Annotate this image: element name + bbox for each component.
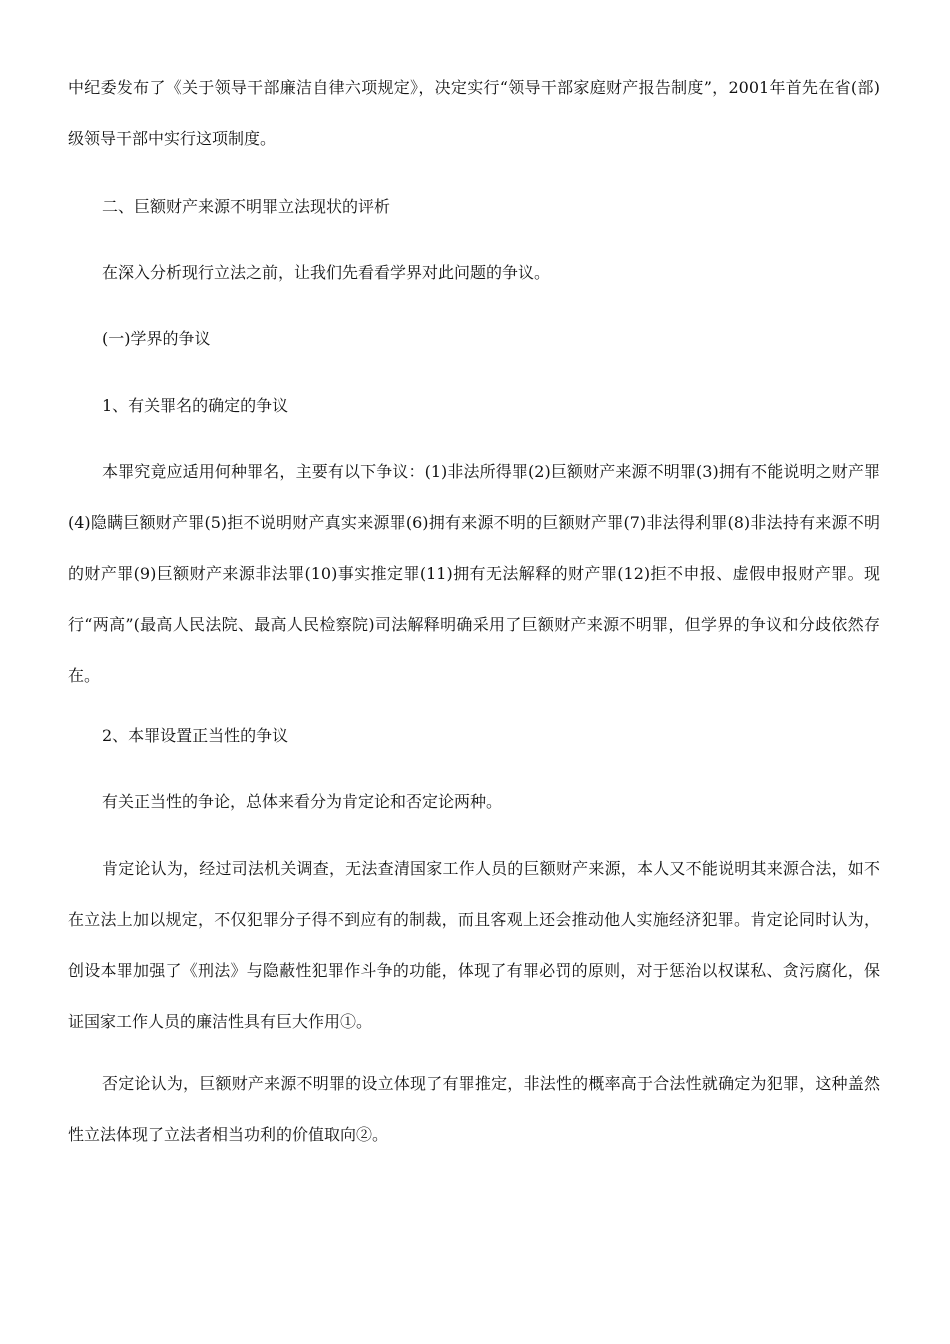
- paragraph-legitimacy: 有关正当性的争论，总体来看分为肯定论和否定论两种。: [102, 792, 503, 811]
- item1-heading: 1、有关罪名的确定的争议: [102, 396, 289, 415]
- paragraph-charges: 本罪究竟应适用何种罪名，主要有以下争议：(1)非法所得罪(2)巨额财产来源不明罪(3)拥有不能说明之财产罪(4)隐瞒巨额财产罪(5)拒不说明财产真实来源罪(6)拥有来源不明的巨额财产罪(7)非法得利罪(8)非法持有来源不明的财产罪(9)巨额财产来源非法罪(10)事实推定罪(11)拥有无法解释的财产罪(12)拒不申报、虚假申报财产罪。现行“两高”(最高人民法院、最高人民检察院)司法解释明确采用了巨额财产来源不明罪，但学界的争议和分歧依然存在。: [68, 462, 880, 685]
- paragraph-negative: 否定论认为，巨额财产来源不明罪的设立体现了有罪推定，非法性的概率高于合法性就确定为犯罪，这种盖然性立法体现了立法者相当功利的价值取向②。: [68, 1074, 880, 1144]
- section-heading: 二、巨额财产来源不明罪立法现状的评析: [102, 197, 391, 216]
- paragraph-before-analysis: 在深入分析现行立法之前，让我们先看看学界对此问题的争议。: [102, 263, 551, 282]
- paragraph-intro: 中纪委发布了《关于领导干部廉洁自律六项规定》，决定实行“领导干部家庭财产报告制度”，2001年首先在省(部)级领导干部中实行这项制度。: [68, 78, 880, 148]
- subsection-heading: (一)学界的争议: [102, 329, 211, 348]
- item2-heading: 2、本罪设置正当性的争议: [102, 726, 289, 745]
- paragraph-affirmative: 肯定论认为，经过司法机关调查，无法查清国家工作人员的巨额财产来源，本人又不能说明其来源合法，如不在立法上加以规定，不仅犯罪分子得不到应有的制裁，而且客观上还会推动他人实施经济犯罪。肯定论同时认为，创设本罪加强了《刑法》与隐蔽性犯罪作斗争的功能，体现了有罪必罚的原则，对于惩治以权谋私、贪污腐化，保证国家工作人员的廉洁性具有巨大作用①。: [68, 859, 880, 1031]
